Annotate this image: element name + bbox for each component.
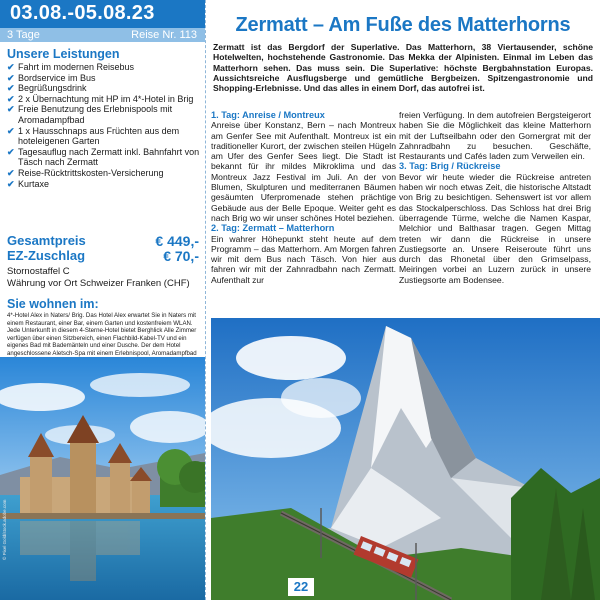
price-single-supplement [7, 248, 199, 264]
article-intro: Zermatt ist das Bergdorf der Superlative. Das Matterhorn, 38 Viertausender, schöne Hotelwelten, hochstehende Gastronomie. Das Mekka der Alpinisten. Einmal im Leben das Matterhorn sehen. Das muss sein. Die Superlative: höchste Bergbahnstation Europas. Aussichtsreiche Ausflugsberge und gemütliche Bergbeizen. Spitzengastronomie und Shopping-Erlebnisse. Und das alles in einem Dorf, das autofrei ist. [213, 42, 593, 94]
price-ez-value: € 70,- [163, 248, 199, 264]
day3-title: 3. Tag: Brig / Rückreise [399, 161, 501, 172]
list-item: ✔ Reise-Rücktrittskosten-Versicherung [7, 167, 164, 178]
hotel-description: 4*-Hotel Alex in Naters/ Brig. Das Hotel Alex erwartet Sie in Naters mit einem Restaurant, einer Bar, einem Garten und kostenfreiem WLAN. Jede Unterkunft in diesem 4-Sterne-Hotel bietet Berghlick Alle Zimmer verfügen über einen Sitzbereich, einen Flachbild-Kabel-TV und ein eigenes Bad mit Bademänteln und einer Dusche. Der dem Hotel angeschlossene Aletsch-Spa mit einem Erlebnispool, Aromadampfbad [7, 312, 197, 357]
trip-info-bar [0, 28, 205, 42]
column-divider [205, 0, 206, 600]
trip-dates: 03.08.-05.08.23 [0, 0, 205, 28]
check-icon: ✔ [7, 146, 15, 157]
hotel-title: Sie wohnen im: [7, 297, 99, 311]
services-list [7, 62, 202, 189]
day3-text: Bevor wir heute wieder die Rückreise antreten haben wir noch etwas Zeit, die historische Altstadt von Brig zu besichtigen. Sehenswert ist vor allem das Stockalperschloss. Das Schloss hat drei Brig überragende Türme, welche die Namen Kaspar, Melchior und Balthasar tragen. Gegen Mittag treten wir dann die Rückreise in unsere Zustiegsorte an. Unsere Reiseroute führt uns durch das Rhonetal über den Grimselpass, Meiringen vorbei an Luzern zurück in unsere Zustiegsorte am Bodensee. [399, 171, 591, 285]
price-total [7, 233, 199, 249]
left-column [0, 0, 205, 600]
list-item: ✔ 2 x Übernachtung mit HP im 4*-Hotel in Brig [7, 93, 194, 104]
check-icon: ✔ [7, 178, 15, 189]
day2-title: 2. Tag: Zermatt – Matterhorn [211, 223, 335, 234]
day1-title: 1. Tag: Anreise / Montreux [211, 110, 325, 120]
matterhorn-photo [211, 318, 600, 600]
check-icon: ✔ [7, 125, 15, 136]
check-icon: ✔ [7, 104, 15, 115]
price-total-value: € 449,- [155, 233, 199, 249]
list-item: ✔ Bordservice im Bus [7, 72, 96, 83]
price-ez-label: EZ-Zuschlag [7, 248, 86, 263]
trip-number: Reise Nr. 113 [131, 29, 197, 41]
list-item: ✔ 1 x Hausschnaps aus Früchten aus dem hoteleigenen Garten [7, 125, 180, 147]
check-icon: ✔ [7, 93, 15, 104]
day2-continued-text: freien Verfügung. In dem autofreien Bergsteigerort haben Sie die Möglichkeit das kleine Matterhorn mit der Luftseilbahn oder den Gornergrat mit der Zahnradbahn zu besuchen. Geschäfte, Restaurants und Cafés laden zum Verweilen ein. [399, 110, 591, 162]
currency-note: Währung vor Ort Schweizer Franken (CHF) [7, 278, 190, 289]
day2-text: Ein wahrer Höhepunkt steht heute auf dem Programm – das Matterhorn. Am Morgen fahren wir mit dem Bus nach Täsch. Von hier aus fahren wir mit der Zahnradbahn nach Zermatt. Aufenthalt zur [211, 233, 396, 285]
trip-duration: 3 Tage [7, 29, 40, 41]
photo-credit: © Pixel Gold/stock.adobe.com [2, 499, 7, 560]
price-total-label: Gesamtpreis [7, 233, 86, 248]
article-column-right [399, 110, 591, 285]
list-item: ✔ Freie Benutzung des Erlebnispools mit Aromadampfbad [7, 104, 173, 125]
list-item: ✔ Begrüßungsdrink [7, 83, 87, 94]
article-column-left [211, 110, 396, 285]
services-title: Unsere Leistungen [7, 47, 120, 61]
list-item: ✔ Fahrt im modernen Reisebus [7, 62, 135, 72]
article-title: Zermatt – Am Fuße des Matterhorns [235, 14, 571, 36]
list-item: ✔ Tagesauflug nach Zermatt inkl. Bahnfahrt von Täsch nach Zermatt [7, 146, 200, 168]
list-item: ✔ Kurtaxe [7, 178, 50, 189]
day1-text: Anreise über Konstanz, Bern – nach Montreux am Genfer See mit Aufenthalt. Montreux ist ein traditioneller Kurort, der zwischen steilen Hügeln am Ufer des Genfer Sees liegt. Die Stadt ist bekannt für ihr mildes Mikroklima und das Montreux Jazz Festival im Juli. An der von Blumen, Skulpturen und mediterranen Bäumen gesäumten Uferpromenade stehen prächtige Gebäude aus der Belle Epoque. Weiter geht es nach Brig wo wir unser schönes Hotel beziehen. [211, 120, 396, 223]
check-icon: ✔ [7, 72, 15, 83]
page-number: 22 [288, 578, 314, 596]
check-icon: ✔ [7, 83, 15, 94]
check-icon: ✔ [7, 62, 15, 72]
castle-photo [0, 357, 205, 600]
cancellation-note: Stornostaffel C [7, 266, 70, 277]
check-icon: ✔ [7, 167, 15, 178]
